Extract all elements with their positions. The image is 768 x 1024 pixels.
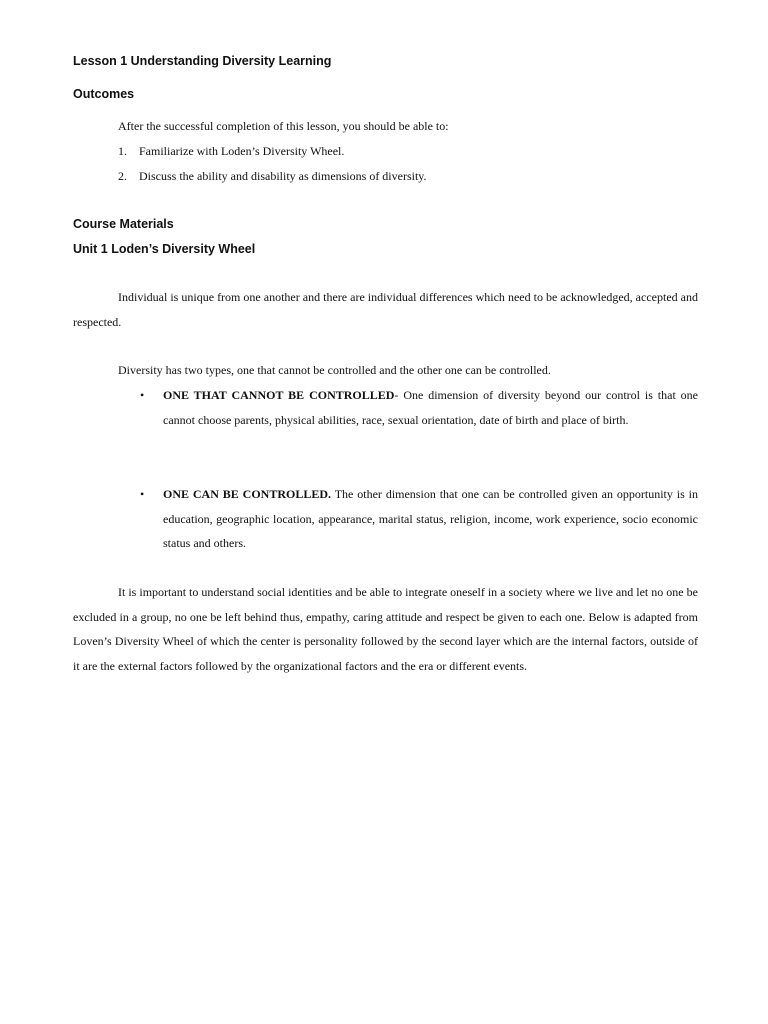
- bullet-cannot-be-controlled: [163, 383, 698, 432]
- outcomes-intro: After the successful completion of this lesson, you should be able to:: [118, 119, 449, 133]
- paragraph-diversity-types: Diversity has two types, one that cannot be controlled and the other one can be controlled.: [118, 363, 551, 377]
- lesson-title: Lesson 1 Understanding Diversity Learning: [73, 54, 332, 68]
- outcome-number: 2.: [118, 169, 127, 183]
- outcome-number: 1.: [118, 144, 127, 158]
- bullet-can-be-controlled: [163, 482, 698, 556]
- outcome-text: Familiarize with Loden’s Diversity Wheel.: [139, 144, 345, 158]
- outcome-item: [118, 168, 427, 184]
- bullet-dot: •: [140, 487, 145, 501]
- course-materials-heading: Course Materials: [73, 217, 174, 231]
- paragraph-individual: Individual is unique from one another and there are individual differences which need to be acknowledged, accepted and respected.: [73, 290, 698, 329]
- outcome-text: Discuss the ability and disability as dimensions of diversity.: [139, 169, 427, 183]
- bullet-text: The other dimension that one can be controlled given an opportunity is in education, geographic location, appearance, marital status, religion, income, work experience, socio economic status and others.: [163, 487, 699, 551]
- outcomes-heading: Outcomes: [73, 87, 135, 101]
- bullet-dot: •: [140, 388, 145, 402]
- outcome-item: [118, 143, 344, 159]
- bullet-text: - One dimension of diversity beyond our control is that one cannot choose parents, physical abilities, race, sexual orientation, date of birth and place of birth.: [163, 388, 698, 427]
- bullet-lead: ONE CAN BE CONTROLLED.: [163, 487, 332, 501]
- bullet-lead: ONE THAT CANNOT BE CONTROLLED: [163, 388, 395, 402]
- paragraph-social-identities: It is important to understand social identities and be able to integrate oneself in a society where we live and let no one be excluded in a group, no one be left behind thus, empathy, caring attitude and respect be given to each one. Below is adapted from Loven’s Diversity Wheel of which the center is personality followed by the second layer which are the internal factors, outside of it are the external factors followed by the organizational factors and the era or different events.: [73, 585, 698, 673]
- unit-heading: Unit 1 Loden’s Diversity Wheel: [73, 242, 256, 256]
